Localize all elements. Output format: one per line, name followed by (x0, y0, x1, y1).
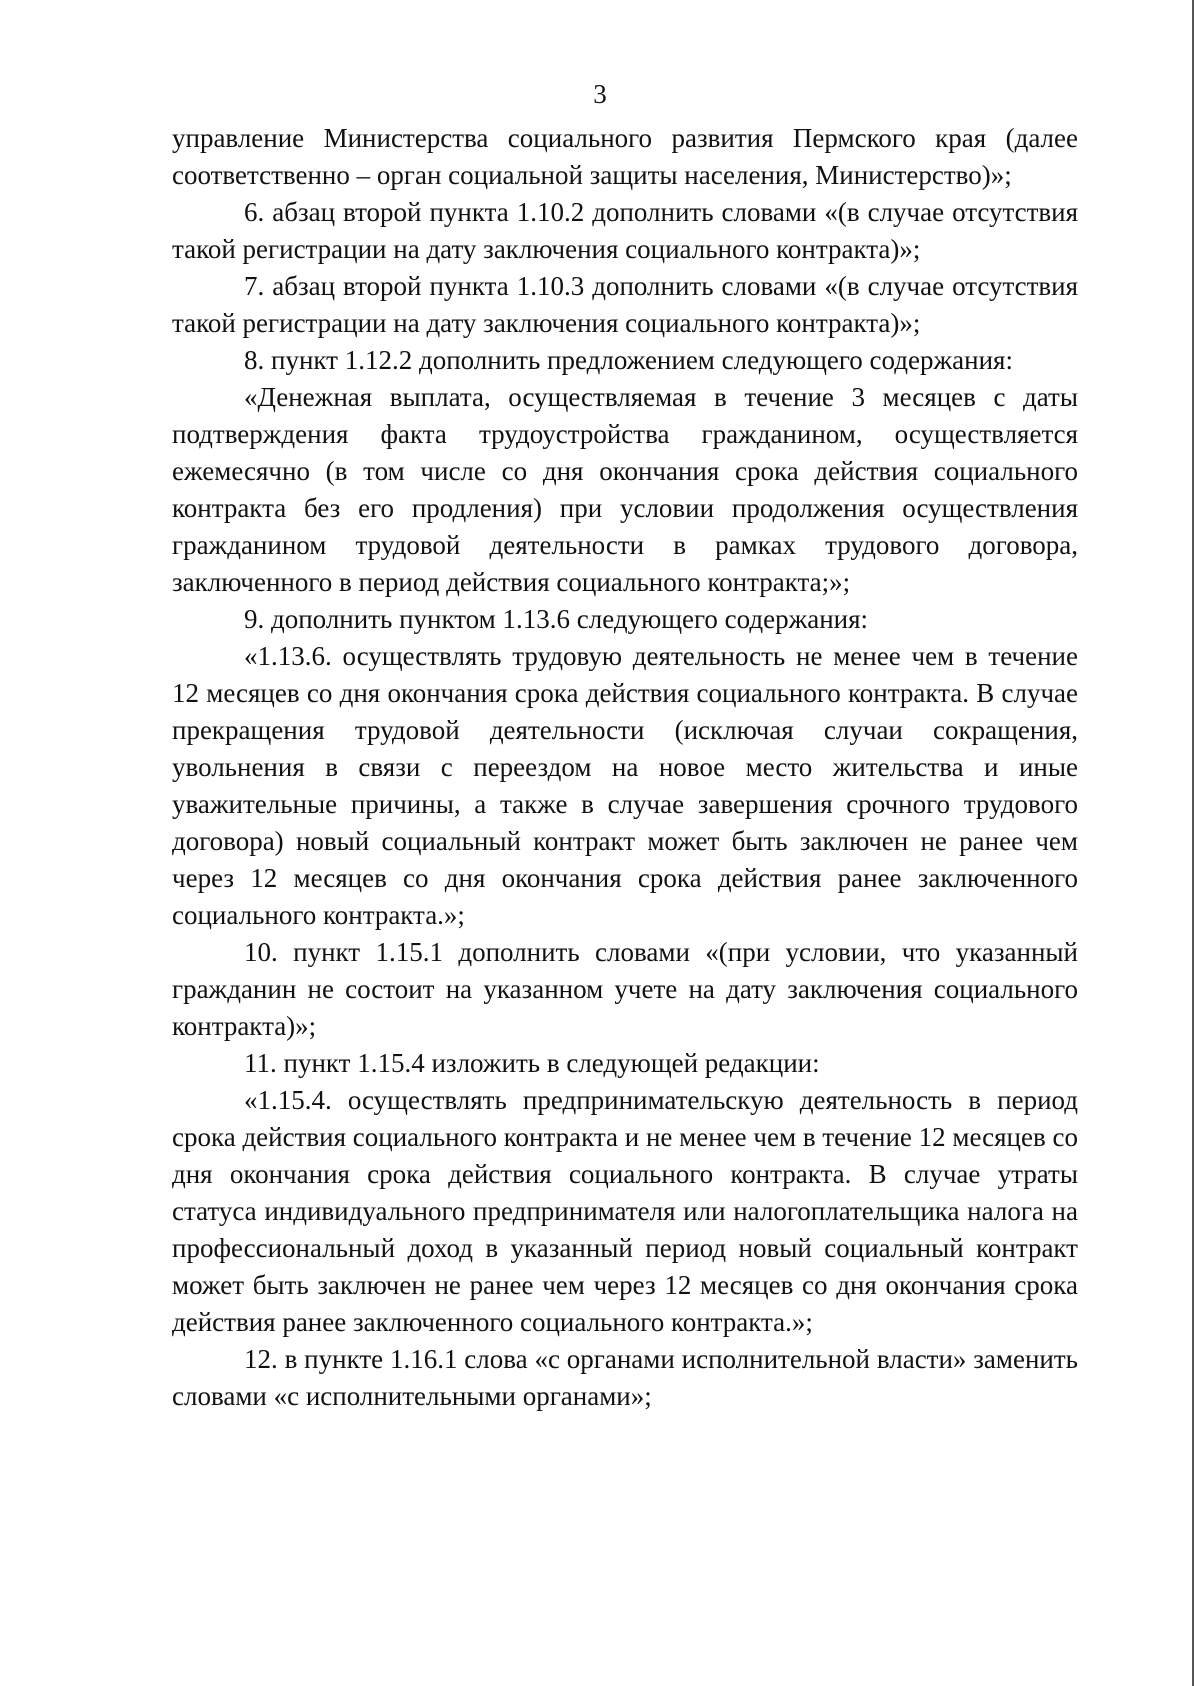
paragraph-item-11: 11. пункт 1.15.4 изложить в следующей редакции: (244, 1048, 820, 1078)
paragraph-quote-1-13-6: «1.13.6. осуществлять трудовую деятельность не менее чем в течение 12 месяцев со дня окончания срока действия социального контракта. В случае прекращения трудовой деятельности (исключая случаи сокращения, увольнения в связи с переездом на новое место жительства и иные уважительные причины, а также в случае завершения срочного трудового договора) новый социальный контракт может быть заключен не ранее чем через 12 месяцев со дня окончания срока действия ранее заключенного социального контракта.»; (172, 641, 1078, 930)
page-number: 3 (593, 79, 607, 109)
paragraph-item-9: 9. дополнить пунктом 1.13.6 следующего содержания: (244, 604, 869, 634)
paragraph-item-12: 12. в пункте 1.16.1 слова «с органами исполнительной власти» заменить словами «с исполнительными органами»; (172, 1344, 1078, 1411)
paragraph-item-10: 10. пункт 1.15.1 дополнить словами «(при условии, что указанный гражданин не состоит на указанном учете на дату заключения социального контракта)»; (172, 937, 1078, 1041)
paragraph-item-7: 7. абзац второй пункта 1.10.3 дополнить словами «(в случае отсутствия такой регистрации на дату заключения социального контракта)»; (172, 271, 1078, 338)
paragraph-continuation: управление Министерства социального развития Пермского края (далее соответственно – орган социальной защиты населения, Министерство)»; (172, 123, 1078, 190)
paragraph-item-8: 8. пункт 1.12.2 дополнить предложением следующего содержания: (244, 345, 1013, 375)
scan-edge (1192, 0, 1194, 1686)
paragraph-quote-1-12-2: «Денежная выплата, осуществляемая в течение 3 месяцев с даты подтверждения факта трудоустройства гражданином, осуществляется ежемесячно (в том числе со дня окончания срока действия социального контракта без его продления) при условии продолжения осуществления гражданином трудовой деятельности в рамках трудового договора, заключенного в период действия социального контракта;»; (172, 382, 1078, 597)
paragraph-quote-1-15-4: «1.15.4. осуществлять предпринимательскую деятельность в период срока действия социального контракта и не менее чем в течение 12 месяцев со дня окончания срока действия социального контракта. В случае утраты статуса индивидуального предпринимателя или налогоплательщика налога на профессиональный доход в указанный период новый социальный контракт может быть заключен не ранее чем через 12 месяцев со дня окончания срока действия ранее заключенного социального контракта.»; (172, 1085, 1078, 1337)
paragraph-item-6: 6. абзац второй пункта 1.10.2 дополнить словами «(в случае отсутствия такой регистрации на дату заключения социального контракта)»; (172, 197, 1078, 264)
document-body (172, 120, 1078, 1415)
